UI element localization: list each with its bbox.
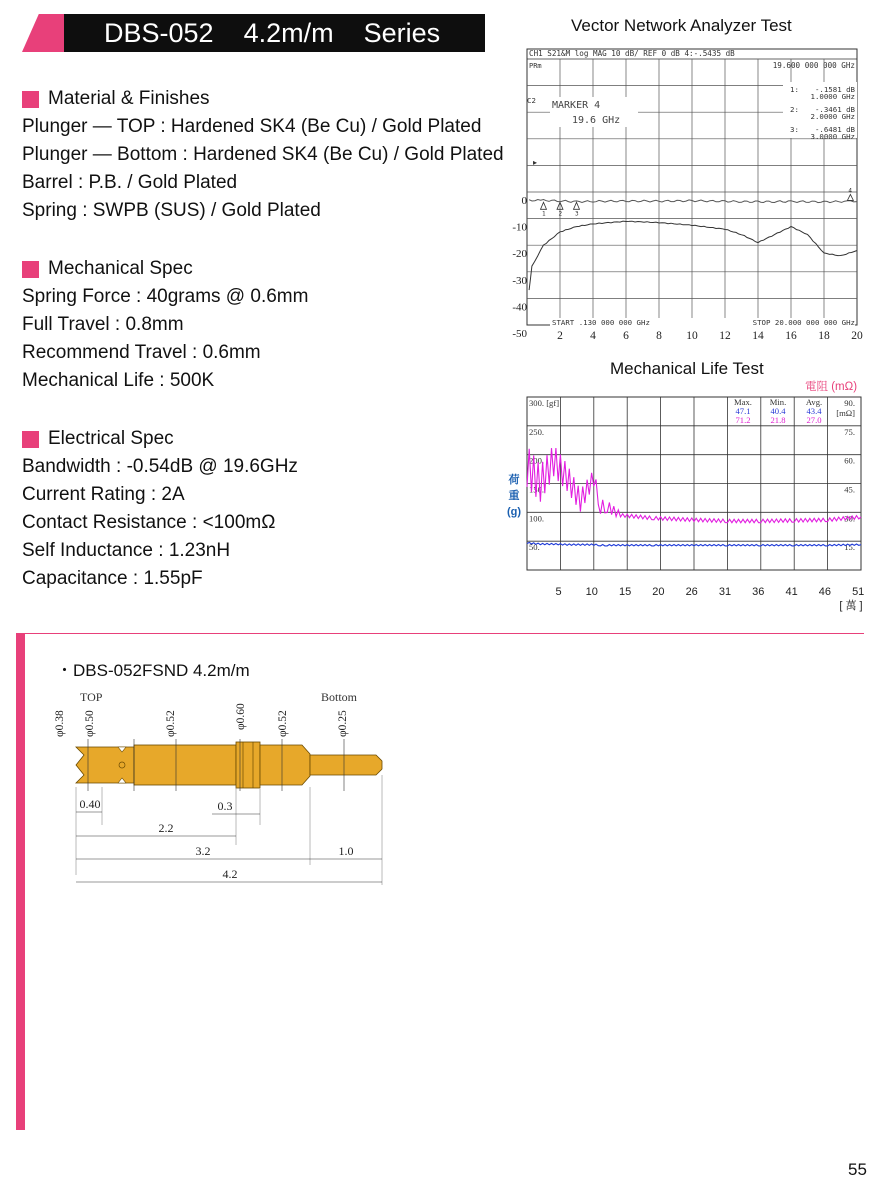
diameter-label: φ0.52 [277,710,289,737]
vna-y-tick-label: -50 [512,327,527,340]
vna-x-tick-label: 6 [623,330,629,342]
life-x-unit: [ 萬 ] [839,600,863,612]
vna-y-tick-label: -10 [512,221,527,234]
life-stat-header: Max. [734,397,752,407]
vna-x-tick-label: 16 [785,330,797,342]
life-left-tick-label: 50. [529,542,540,553]
life-left-axis-title: 荷 重 (g) [506,474,522,518]
mechanical-section-title: Mechanical Spec [22,258,193,280]
vna-marker-freq-value: 1.0000 GHz [810,92,855,101]
vna-marker-db: -.1581 dB [814,85,855,94]
vna-sub-right: 19.600 000 000 GHz [772,61,855,70]
dimension-value: 0.40 [79,797,101,811]
vna-marker-id: 2: [790,105,799,114]
spec-line: Spring Force : 40grams @ 0.6mm [22,286,309,307]
vna-top-line: CH1 S21&M log MAG 10 dB/ REF 0 dB 4:-.5435 dB [529,49,735,58]
life-stat-magenta: 21.8 [770,415,786,425]
life-stats-table [734,397,822,425]
header-model: DBS-052 [104,18,214,48]
vna-marker-number: 2 [558,210,563,218]
vna-marker-label: MARKER 4 [552,100,601,111]
life-x-tick-label: 26 [685,586,698,598]
vna-x-tick-label: 14 [752,330,764,342]
left-accent-bar [16,633,25,1130]
vna-chart [500,42,870,344]
barrel [134,745,236,785]
header-title-bar [64,14,485,52]
vna-marker-number: 4 [848,187,853,195]
life-right-tick-label: 75. [844,426,855,437]
life-stat-blue: 43.4 [806,406,822,416]
life-right-tick-label: [mΩ] [836,408,855,418]
dimension-value: 4.2 [222,867,238,881]
vna-x-tick-label: 8 [656,330,662,342]
bullet-square-icon [22,261,39,278]
spec-line: Recommend Travel : 0.6mm [22,342,261,363]
vna-start-label: START .130 000 000 GHz [552,318,650,327]
life-stat-header: Min. [769,397,787,407]
dimension-value: 2.2 [158,821,174,835]
spec-line: Plunger — Bottom : Hardened SK4 (Be Cu) / Gold Plated [22,144,504,165]
section-divider [18,633,864,634]
page-number: 55 [848,1160,867,1179]
drawing-title: ・DBS-052FSND 4.2m/m [56,661,250,680]
diameter-label: φ0.38 [54,710,66,737]
dimension-value: 0.3 [217,799,233,813]
life-x-axis [555,586,864,598]
vna-sub-left: PRm [529,62,542,70]
vna-chart-title: Vector Network Analyzer Test [571,16,792,35]
header-accent [22,14,64,52]
life-left-tick-label: 200. [529,455,545,466]
electrical-section-title: Electrical Spec [22,428,174,450]
life-x-tick-label: 46 [818,586,832,598]
vna-y-tick-label: 0 [521,194,527,207]
vna-marker-freq: 19.6 GHz [572,115,621,126]
spec-line: Mechanical Life : 500K [22,370,215,391]
life-right-tick-label: 45. [844,484,855,495]
life-x-tick-label: 41 [785,586,798,598]
bottom-label: Bottom [321,690,358,704]
vna-x-axis [557,330,863,342]
diameter-label: φ0.25 [337,710,349,737]
probe-body [76,739,382,791]
bullet-square-icon [22,91,39,108]
vna-marker-freq-value: 3.0000 GHz [810,132,855,141]
life-x-tick-label: 51 [852,586,865,598]
header-series: Series [363,18,441,48]
vna-y-axis [512,195,527,340]
life-x-tick-label: 15 [618,586,632,598]
vna-x-tick-label: 4 [590,330,596,342]
life-left-tick-label: 150. [529,484,545,495]
diameter-label: φ0.52 [165,710,177,737]
vna-x-tick-label: 20 [851,330,863,342]
barrel-rear [260,745,310,785]
vna-x-tick-label: 18 [818,330,830,342]
vna-x-tick-label: 10 [686,330,698,342]
diameter-labels [54,703,349,737]
spec-line: Capacitance : 1.55pF [22,568,203,589]
dimension-value: 1.0 [338,844,354,858]
diameter-label: φ0.60 [235,703,247,730]
life-right-tick-label: 15. [844,542,855,553]
life-x-tick-label: 5 [555,586,562,598]
vna-marker-freq-value: 2.0000 GHz [810,112,855,121]
life-x-tick-label: 36 [752,586,765,598]
spec-line: Spring : SWPB (SUS) / Gold Plated [22,200,321,221]
spec-line: Self Inductance : 1.23nH [22,540,231,561]
probe-drawing [40,685,400,890]
vna-marker-id: 1: [790,85,799,94]
vna-marker-db: -.6481 dB [814,125,855,134]
life-right-tick-label: 60. [844,455,855,466]
spec-line: Plunger — TOP : Hardened SK4 (Be Cu) / Gold Plated [22,116,482,137]
life-right-tick-label: 90. [844,398,855,408]
vna-marker-number: 1 [542,210,546,218]
spec-line: Full Travel : 0.8mm [22,314,184,335]
life-x-tick-label: 10 [585,586,598,598]
vna-y-tick-label: -40 [512,301,527,314]
life-stat-magenta: 71.2 [735,415,751,425]
dimension-lines [76,775,382,885]
life-x-tick-label: 31 [718,586,732,598]
spec-line: Contact Resistance : <100mΩ [22,512,276,533]
vna-marker-db: -.3461 dB [814,105,855,114]
life-stat-magenta: 27.0 [806,415,822,425]
diameter-label: φ0.50 [84,710,96,737]
vna-stop-label: STOP 20.000 000 000 GHz [752,318,855,327]
spec-line: Current Rating : 2A [22,484,185,505]
life-stat-header: Avg. [805,397,823,407]
vna-x-tick-label: 2 [557,330,563,342]
header-size: 4.2m/m [243,18,334,48]
vna-y-tick-label: -30 [512,274,527,287]
life-left-tick-label: 100. [529,513,545,524]
life-chart [520,390,868,616]
barrel-collar [236,742,260,788]
life-x-tick-label: 20 [652,586,665,598]
vna-y-tick-label: -20 [512,248,527,261]
life-stat-blue: 40.4 [770,406,786,416]
material-section-title: Material & Finishes [22,88,210,110]
life-stat-blue: 47.1 [735,406,751,416]
bullet-square-icon [22,431,39,448]
bottom-plunger [310,755,382,775]
spec-line: Barrel : P.B. / Gold Plated [22,172,238,193]
vna-x-tick-label: 12 [719,330,731,342]
life-left-tick-label: 250. [529,426,545,437]
life-right-tick-label: 30. [844,513,855,524]
vna-marker-id: 3: [790,125,799,134]
life-left-tick-label: 300. [gf] [529,398,560,408]
vna-c2-label: C2 [527,96,536,105]
vna-marker-number: 3 [575,210,579,218]
vna-ref-marker: ▸ [533,158,538,167]
life-right-axis-title: 電阻 (mΩ) [805,381,858,393]
spec-line: Bandwidth : -0.54dB @ 19.6GHz [22,456,298,477]
dimension-value: 3.2 [195,844,211,858]
top-label: TOP [80,690,103,704]
life-chart-title: Mechanical Life Test [610,359,764,378]
